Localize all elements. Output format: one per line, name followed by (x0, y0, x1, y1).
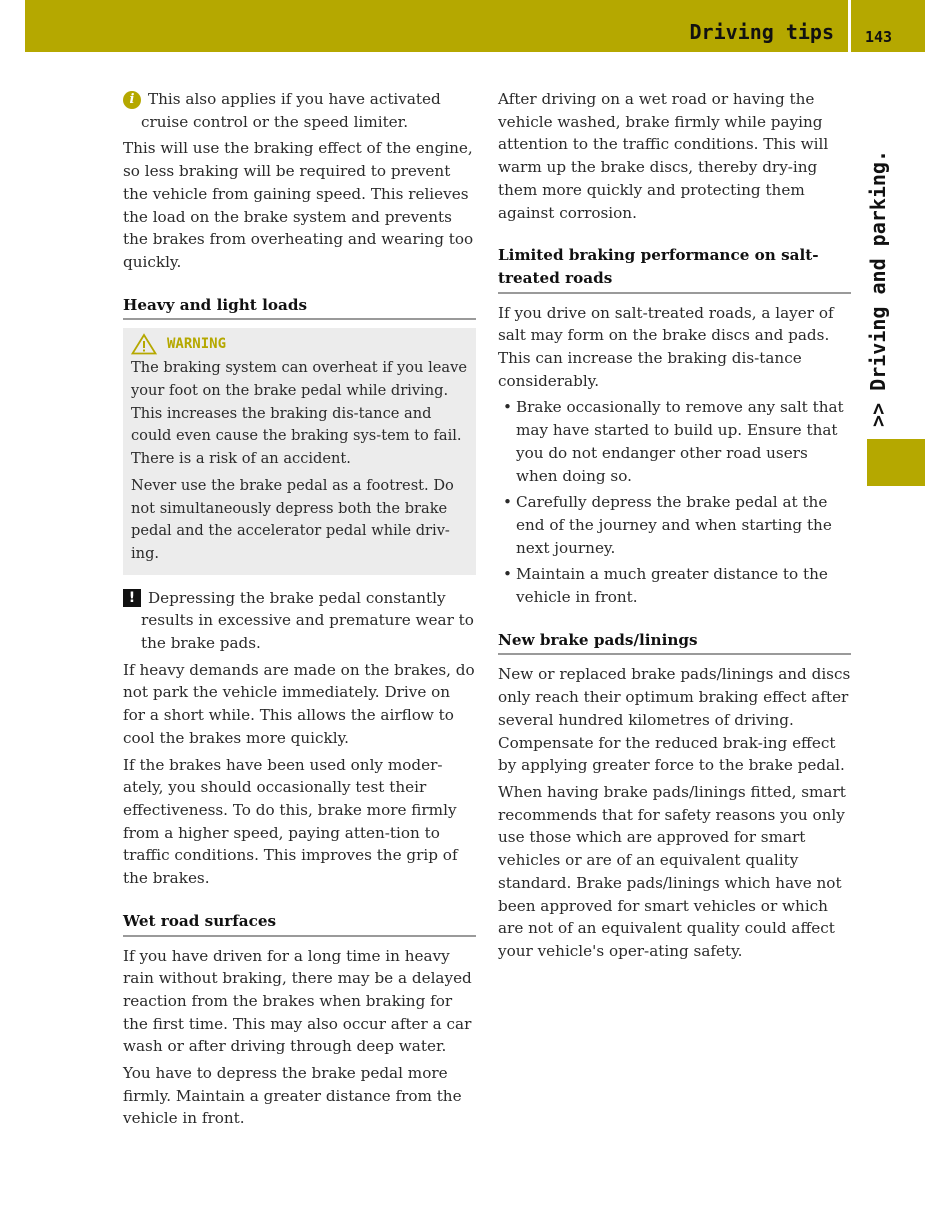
paragraph: When having brake pads/linings fitted, smart recommends that for safety reasons you only use those which are approved for smart vehicles or are of an equivalent quality standard. Brake pads/linings which have not been approved for smart vehicles or which are not of an equivalent quality could affect your vehicle's oper-ating safety. (498, 782, 846, 960)
page-number-box (851, 0, 925, 52)
right-column (498, 88, 851, 967)
paragraph: If the brakes have been used only moder-ately, you should occasionally test their effectiveness. To do this, brake more firmly from a higher speed, paying atten-tion to traffic conditions. This improves the grip of the brakes. (123, 755, 458, 888)
warning-text: The braking system can overheat if you leave your foot on the brake pedal while driving. This increases the braking dis-tance and could even cause the braking sys-tem to fail. There is a risk of an accident. (131, 359, 467, 468)
warning-box (123, 328, 476, 574)
info-icon: i (123, 91, 141, 109)
bullet-list (498, 396, 851, 608)
paragraph: New or replaced brake pads/linings and discs only reach their optimum braking effect after several hundred kilometres of driving. Compensate for the reduced brak-ing effect by applying greater force to the brake pedal. (498, 665, 851, 775)
caution-note (123, 587, 476, 655)
heading-salt-treated-roads: Limited braking performance on salt-treated roads (498, 244, 851, 293)
exclamation-icon: ! (123, 589, 141, 607)
list-item: • Carefully depress the brake pedal at the end of the journey and when starting the next journey. (498, 491, 851, 559)
paragraph: This will use the braking effect of the engine, so less braking will be required to prevent the vehicle from gaining speed. This relieves the load on the brake system and prevents the brakes from overheating and wearing too quickly. (123, 139, 474, 271)
page-title: Driving tips (689, 20, 834, 44)
heading-heavy-light-loads: Heavy and light loads (123, 294, 476, 321)
paragraph: You have to depress the brake pedal more firmly. Maintain a greater distance from the vehicle in front. (123, 1064, 462, 1128)
side-section-label: >> Driving and parking. (866, 150, 890, 427)
warning-header (131, 333, 468, 355)
paragraph: After driving on a wet road or having the vehicle washed, brake firmly while paying attention to the traffic conditions. This will warm up the brake discs, thereby dry-ing them more quickly and protecting them against corrosion. (498, 90, 829, 222)
paragraph: If heavy demands are made on the brakes, do not park the vehicle immediately. Drive on for a short while. This allows the airflow to cool the brakes more quickly. (123, 660, 475, 747)
paragraph: If you have driven for a long time in heavy rain without braking, there may be a delayed reaction from the brakes when braking for the first time. This may also occur after a car wash or after driving through deep water. (123, 946, 472, 1056)
warning-text: Never use the brake pedal as a footrest. Do not simultaneously depress both the brake pedal and the accelerator pedal while driv-ing. (131, 476, 454, 562)
heading-new-brake-pads: New brake pads/linings (498, 629, 851, 656)
warning-label: WARNING (167, 336, 227, 353)
info-note (123, 88, 476, 133)
caution-note-text: Depressing the brake pedal constantly results in excessive and premature wear to the brake pads. (141, 588, 474, 653)
warning-triangle-icon (131, 333, 157, 355)
info-note-text: This also applies if you have activated cruise control or the speed limiter. (141, 90, 441, 131)
paragraph: If you drive on salt-treated roads, a layer of salt may form on the brake discs and pads. This can increase the braking dis-tance considerably. (498, 303, 834, 390)
header-bar (25, 0, 848, 52)
left-column (123, 88, 476, 1134)
side-tab-marker (867, 439, 925, 486)
list-item: • Brake occasionally to remove any salt that may have started to build up. Ensure that you do not endanger other road users when doing so. (498, 396, 851, 487)
heading-wet-road-surfaces: Wet road surfaces (123, 910, 476, 937)
list-item: • Maintain a much greater distance to the vehicle in front. (498, 563, 851, 608)
page-number: 143 (865, 28, 893, 46)
